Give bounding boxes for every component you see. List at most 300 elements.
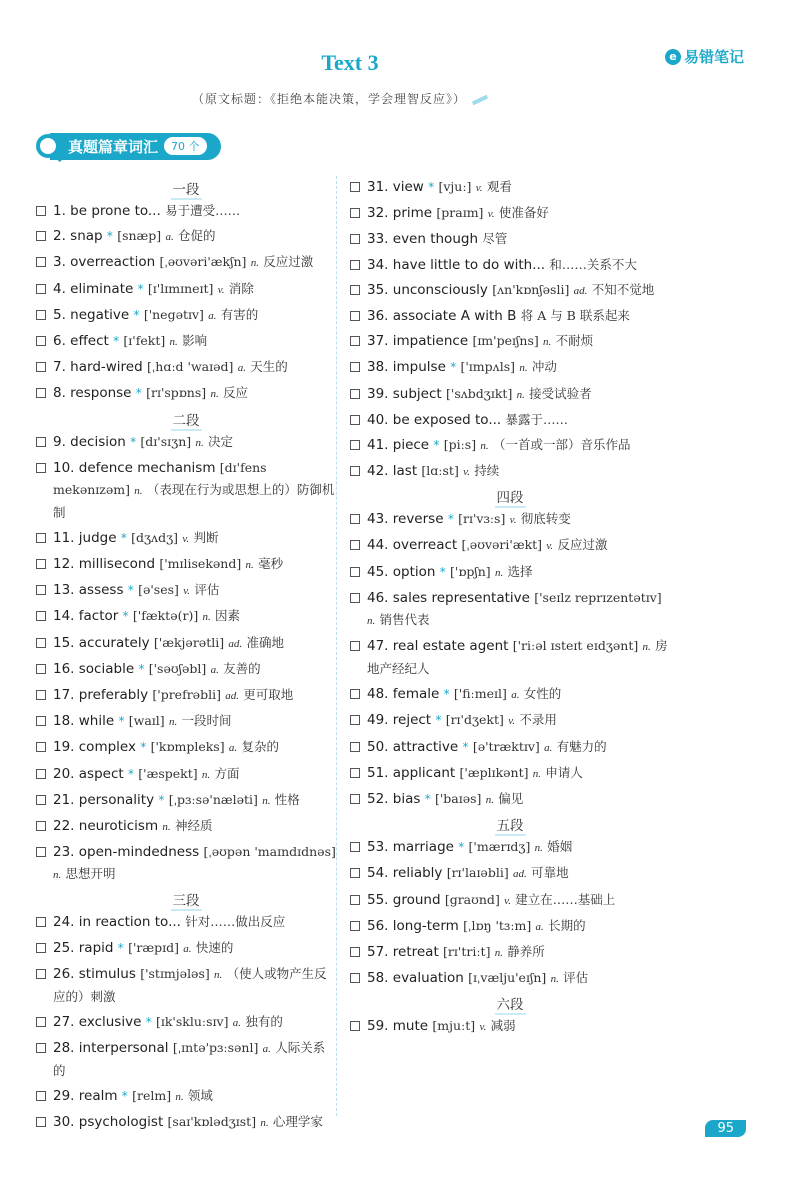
vocab-def: 复杂的 — [241, 739, 279, 755]
vocab-term: 24. in reaction to... — [53, 914, 181, 931]
vocab-def: 独有的 — [245, 1013, 283, 1029]
vocab-def: 观看 — [486, 179, 512, 194]
vocab-def: 女性的 — [523, 686, 562, 702]
vocab-ipa: [mjuːt] — [432, 1018, 476, 1034]
vocab-entry — [350, 383, 670, 406]
vocab-pos: v. — [475, 182, 483, 194]
vocab-entry — [350, 254, 670, 276]
vocab-term: 13. assess — [53, 582, 124, 599]
checkbox[interactable] — [350, 260, 360, 270]
vocab-ipa: [ˌɪntə'pɜːsənl] — [172, 1040, 259, 1056]
star-icon: * — [433, 437, 440, 452]
vocab-pos: n. — [519, 362, 528, 375]
vocab-term: 42. last — [367, 463, 418, 480]
vocab-column-right — [350, 176, 670, 1041]
vocab-term: 27. exclusive — [53, 1013, 142, 1030]
vocab-entry — [36, 304, 336, 327]
vocab-pos: n. — [250, 257, 259, 270]
vocab-def: 不知不觉地 — [591, 281, 655, 297]
vocab-term: 17. preferably — [53, 687, 149, 703]
checkbox[interactable] — [36, 769, 46, 779]
vocab-pos: n. — [214, 968, 223, 981]
vocab-entry — [36, 736, 336, 759]
vocab-pos: v. — [479, 1021, 487, 1034]
vocab-def: 更可取地 — [243, 687, 294, 702]
vocab-term: 28. interpersonal — [53, 1040, 169, 1057]
vocab-term: 10. defence mechanism — [53, 459, 216, 476]
vocab-pos: a. — [511, 689, 520, 702]
vocab-def: 使准备好 — [498, 205, 549, 221]
paragraph-heading — [36, 889, 336, 910]
brand-logo-icon: e — [665, 49, 681, 65]
vocab-ipa: [snæp] — [117, 228, 162, 244]
checkbox[interactable] — [36, 362, 46, 372]
vocab-def: 因素 — [215, 608, 241, 624]
checkbox[interactable] — [350, 389, 360, 399]
checkbox[interactable] — [36, 284, 46, 294]
vocab-entry — [350, 508, 670, 531]
vocab-def: 销售代表 — [379, 611, 430, 627]
vocab-term: 40. be exposed to... — [367, 411, 502, 428]
vocab-def: 有魅力的 — [556, 738, 607, 754]
vocab-entry — [350, 305, 670, 327]
star-icon: * — [424, 791, 431, 806]
checkbox[interactable] — [36, 231, 46, 241]
vocab-entry — [36, 1011, 336, 1034]
vocab-entry — [36, 457, 336, 524]
vocab-entry — [36, 431, 336, 454]
checkbox[interactable] — [36, 388, 46, 398]
checkbox[interactable] — [350, 794, 360, 804]
star-icon: * — [435, 713, 442, 728]
star-icon: * — [117, 940, 124, 955]
vocab-pos: ad. — [573, 284, 588, 297]
vocab-ipa: [ˌhɑːd 'waɪəd] — [146, 359, 234, 375]
vocab-pos: ad. — [225, 690, 239, 702]
vocab-term: 15. accurately — [53, 634, 150, 651]
paragraph-heading — [350, 814, 670, 835]
paragraph-heading — [36, 409, 336, 427]
checkbox[interactable] — [350, 593, 360, 603]
column-divider — [336, 176, 337, 1116]
checkbox[interactable] — [36, 611, 46, 621]
vocab-entry — [350, 202, 670, 225]
section-count-badge: 70 个 — [164, 137, 207, 155]
vocab-ipa: [ʌn'kɒnʃəsli] — [492, 281, 570, 297]
vocab-entry — [350, 176, 670, 199]
vocab-ipa: [ɪk'skluːsɪv] — [155, 1013, 229, 1029]
vocab-entry — [36, 356, 336, 379]
star-icon: * — [130, 434, 137, 449]
vocab-def: 领域 — [187, 1088, 213, 1104]
vocab-ipa: [ɪˌvælju'eɪʃn] — [468, 970, 547, 986]
vocab-entry — [350, 330, 670, 353]
vocab-ipa: ['prefrəbli] — [152, 687, 221, 702]
vocab-pos: v. — [546, 540, 554, 553]
magnifier-icon — [36, 134, 60, 158]
vocab-pos: n. — [134, 484, 143, 497]
vocab-pos: v. — [508, 715, 516, 728]
vocab-entry — [36, 841, 336, 886]
vocab-def: 长期的 — [548, 917, 586, 933]
checkbox[interactable] — [36, 1117, 46, 1127]
vocab-entry — [350, 561, 670, 584]
checkbox[interactable] — [36, 1091, 46, 1101]
section-header — [36, 132, 221, 160]
checkbox[interactable] — [350, 285, 360, 295]
vocab-def: 选择 — [507, 563, 533, 579]
vocab-term: 52. bias — [367, 790, 421, 807]
checkbox[interactable] — [36, 638, 46, 648]
vocab-term: 55. ground — [367, 891, 441, 908]
checkbox[interactable] — [350, 768, 360, 778]
vocab-ipa: [relm] — [132, 1088, 172, 1104]
vocab-def: （使人或物产生反应的）刺激 — [53, 965, 327, 1004]
paragraph-heading — [36, 178, 336, 196]
paragraph-heading-label: 四段 — [496, 490, 524, 507]
vocab-def: 不耐烦 — [555, 333, 594, 349]
vocab-term: 20. aspect — [53, 765, 124, 782]
vocab-pos: n. — [260, 1117, 269, 1130]
checkbox[interactable] — [350, 1021, 360, 1031]
vocab-ipa: [ˌpɜːsə'næləti] — [168, 791, 258, 807]
vocab-entry — [350, 836, 670, 859]
vocab-def: 申请人 — [545, 764, 583, 780]
vocab-ipa: [dɪ'sɪʒn] — [140, 433, 192, 449]
paragraph-heading-label: 六段 — [496, 997, 524, 1014]
star-icon: * — [121, 1089, 128, 1104]
vocab-def: （一首或一部）音乐作品 — [492, 436, 631, 452]
vocab-def: 人际关系的 — [53, 1040, 326, 1079]
vocab-entry — [36, 710, 336, 733]
checkbox[interactable] — [36, 742, 46, 752]
vocab-term: 39. subject — [367, 385, 442, 402]
star-icon: * — [106, 229, 113, 244]
vocab-def: 毫秒 — [258, 556, 284, 572]
vocab-ipa: ['negətɪv] — [143, 306, 204, 322]
star-icon: * — [443, 687, 450, 702]
checkbox[interactable] — [350, 234, 360, 244]
vocab-def: 仓促的 — [178, 228, 216, 244]
vocab-entry — [36, 963, 336, 1008]
star-icon: * — [113, 333, 120, 348]
vocab-entry — [36, 382, 336, 405]
vocab-entry — [36, 527, 336, 550]
checkbox[interactable] — [36, 847, 46, 857]
page-subtitle — [0, 90, 680, 107]
vocab-pos: a. — [544, 741, 553, 754]
vocab-ipa: [rɪ'spɒns] — [146, 385, 207, 401]
vocab-ipa: ['baɪəs] — [434, 790, 482, 806]
vocab-term: 50. attractive — [367, 738, 459, 755]
vocab-ipa: ['mɪlisekənd] — [159, 556, 242, 572]
vocab-pos: n. — [210, 388, 219, 401]
brand — [665, 46, 744, 67]
checkbox[interactable] — [36, 821, 46, 831]
vocab-ipa: [dɪ'fens mekənɪzəm] — [53, 459, 267, 497]
checkbox[interactable] — [36, 257, 46, 267]
checkbox[interactable] — [36, 463, 46, 473]
vocab-entry — [350, 736, 670, 759]
checkbox[interactable] — [36, 969, 46, 979]
vocab-entry — [36, 1037, 336, 1082]
vocab-term: 2. snap — [53, 228, 103, 245]
vocab-pos: n. — [642, 641, 651, 653]
checkbox[interactable] — [350, 921, 360, 931]
vocab-entry — [350, 788, 670, 811]
page-title: Text 3 — [321, 50, 379, 75]
vocab-entry — [350, 635, 670, 680]
vocab-ipa: [piːs] — [443, 436, 477, 452]
vocab-entry — [36, 1111, 336, 1134]
vocab-entry — [350, 460, 670, 483]
vocab-entry — [350, 228, 670, 250]
checkbox[interactable] — [36, 336, 46, 346]
vocab-ipa: [ɪ'fekt] — [123, 332, 166, 348]
vocab-entry — [350, 967, 670, 990]
vocab-def: 方面 — [214, 765, 240, 781]
checkbox[interactable] — [36, 664, 46, 674]
vocab-def: 一段时间 — [181, 713, 232, 729]
checkbox[interactable] — [36, 585, 46, 595]
star-icon: * — [127, 766, 134, 781]
checkbox[interactable] — [36, 206, 46, 216]
vocab-entry — [350, 915, 670, 938]
checkbox[interactable] — [350, 973, 360, 983]
vocab-def: 接受试验者 — [529, 385, 592, 401]
checkbox[interactable] — [350, 567, 360, 577]
checkbox[interactable] — [350, 868, 360, 878]
checkbox[interactable] — [36, 795, 46, 805]
vocab-term: 25. rapid — [53, 939, 114, 956]
paragraph-heading-label: 五段 — [496, 818, 524, 835]
vocab-pos: n. — [162, 820, 171, 833]
vocab-pos: n. — [201, 768, 211, 781]
vocab-def: 尽管 — [482, 231, 508, 247]
vocab-term: 5. negative — [53, 306, 130, 323]
vocab-ipa: [praɪm] — [436, 205, 484, 221]
vocab-pos: v. — [182, 532, 190, 545]
vocab-term: 26. stimulus — [53, 965, 136, 982]
vocab-term: 36. associate A with B — [367, 307, 517, 324]
vocab-pos: v. — [463, 466, 470, 479]
vocab-term: 38. impulse — [367, 359, 446, 376]
vocab-term: 53. marriage — [367, 839, 454, 856]
checkbox[interactable] — [350, 842, 360, 852]
vocab-term: 19. complex — [53, 739, 136, 756]
vocab-def: 针对……做出反应 — [185, 914, 286, 930]
checkbox[interactable] — [36, 690, 46, 700]
vocab-pos: n. — [367, 614, 376, 627]
vocab-entry — [36, 658, 336, 681]
vocab-term: 34. have little to do with... — [367, 256, 546, 273]
vocab-entry — [36, 937, 336, 960]
checkbox[interactable] — [350, 208, 360, 218]
vocab-ipa: [graʊnd] — [444, 891, 500, 907]
page-number: 95 — [705, 1120, 746, 1137]
star-icon: * — [122, 609, 129, 624]
vocab-pos: v. — [504, 894, 511, 907]
vocab-pos: a. — [165, 231, 174, 244]
vocab-def: 房地产经纪人 — [367, 638, 668, 676]
paragraph-heading-label: 一段 — [172, 182, 200, 198]
vocab-def: 决定 — [207, 433, 233, 449]
vocab-ipa: [lɑːst] — [421, 463, 459, 479]
vocab-entry — [350, 409, 670, 431]
vocab-entry — [36, 330, 336, 353]
vocab-term: 37. impatience — [367, 333, 469, 350]
vocab-pos: n. — [175, 1091, 184, 1104]
vocab-term: 41. piece — [367, 436, 430, 453]
vocab-def: （表现在行为或思想上的）防御机制 — [53, 481, 335, 520]
checkbox[interactable] — [36, 917, 46, 927]
vocab-term: 43. reverse — [367, 511, 444, 528]
vocab-ipa: [ɪm'peɪʃns] — [472, 333, 539, 349]
checkbox[interactable] — [350, 362, 360, 372]
checkbox[interactable] — [350, 947, 360, 957]
vocab-ipa: ['sʌbdʒɪkt] — [446, 385, 513, 401]
star-icon: * — [137, 281, 144, 296]
vocab-def: 性格 — [274, 791, 300, 807]
vocab-entry — [350, 356, 670, 379]
checkbox[interactable] — [350, 715, 360, 725]
vocab-def: 判断 — [193, 529, 219, 545]
vocab-pos: n. — [550, 973, 559, 986]
vocab-def: 可靠地 — [531, 865, 569, 881]
vocab-entry — [350, 889, 670, 912]
vocab-ipa: [saɪ'kɒlədʒɪst] — [167, 1114, 257, 1130]
vocab-pos: a. — [237, 362, 246, 375]
vocab-pos: n. — [534, 842, 543, 855]
paragraph-heading — [350, 486, 670, 507]
vocab-pos: n. — [480, 439, 489, 452]
checkbox[interactable] — [350, 311, 360, 321]
vocab-ipa: ['mærɪdʒ] — [468, 839, 531, 855]
vocab-term: 30. psychologist — [53, 1114, 164, 1131]
checkbox[interactable] — [350, 895, 360, 905]
vocab-entry — [350, 941, 670, 964]
vocab-ipa: ['æplɪkənt] — [459, 764, 529, 780]
vocab-entry — [36, 251, 336, 274]
vocab-ipa: [vjuː] — [438, 179, 472, 194]
vocab-def: 婚姻 — [547, 839, 573, 855]
vocab-pos: n. — [169, 335, 178, 348]
vocab-pos: a. — [183, 942, 192, 955]
vocab-ipa: [rɪ'laɪəbli] — [446, 865, 509, 881]
vocab-ipa: [rɪ'vɜːs] — [458, 511, 506, 527]
checkbox[interactable] — [350, 540, 360, 550]
vocab-def: 快速的 — [195, 939, 234, 955]
vocab-ipa: [ˌəʊvəri'ækʃn] — [159, 254, 247, 270]
vocab-ipa: ['ækjərətli] — [153, 634, 225, 650]
vocab-term: 21. personality — [53, 791, 155, 808]
checkbox[interactable] — [36, 1043, 46, 1053]
vocab-def: 准确地 — [246, 634, 284, 650]
checkbox[interactable] — [350, 742, 360, 752]
vocab-ipa: ['ɒpʃn] — [450, 563, 491, 579]
vocab-entry — [36, 684, 336, 707]
checkbox[interactable] — [36, 559, 46, 569]
vocab-pos: n. — [53, 869, 62, 882]
vocab-def: 思想开明 — [65, 866, 116, 882]
vocab-pos: a. — [262, 1043, 271, 1056]
vocab-term: 7. hard-wired — [53, 359, 143, 376]
checkbox[interactable] — [350, 182, 360, 192]
vocab-term: 18. while — [53, 713, 115, 730]
vocab-ipa: [rɪ'triːt] — [443, 943, 491, 959]
checkbox[interactable] — [36, 437, 46, 447]
vocab-ipa: [dʒʌdʒ] — [131, 529, 179, 545]
checkbox[interactable] — [350, 336, 360, 346]
vocab-def: 将 A 与 B 联系起来 — [520, 307, 630, 323]
vocab-def: 神经质 — [174, 817, 213, 833]
vocab-ipa: [ˌəʊpən 'maɪndɪdnəs] — [203, 844, 336, 860]
vocab-pos: n. — [494, 946, 503, 959]
vocab-ipa: ['æspekt] — [138, 765, 198, 781]
vocab-ipa: ['riːəl ɪsteɪt eɪdʒənt] — [512, 638, 639, 653]
vocab-def: 建立在……基础上 — [515, 891, 616, 907]
star-icon: * — [118, 714, 125, 729]
checkbox[interactable] — [350, 466, 360, 476]
vocab-def: 反应过激 — [263, 254, 314, 270]
vocab-term: 58. evaluation — [367, 970, 464, 987]
vocab-term: 12. millisecond — [53, 556, 156, 573]
vocab-term: 29. realm — [53, 1088, 118, 1105]
vocab-entry — [350, 762, 670, 785]
checkbox[interactable] — [350, 514, 360, 524]
checkbox[interactable] — [350, 689, 360, 699]
checkbox[interactable] — [36, 1017, 46, 1027]
checkbox[interactable] — [350, 415, 360, 425]
vocab-def: 天生的 — [250, 359, 288, 375]
vocab-pos: n. — [532, 767, 542, 780]
vocab-term: 31. view — [367, 179, 424, 195]
checkbox[interactable] — [350, 440, 360, 450]
checkbox[interactable] — [36, 310, 46, 320]
star-icon: * — [135, 386, 142, 401]
vocab-term: 46. sales representative — [367, 589, 530, 606]
vocab-def: 和……关系不大 — [549, 256, 637, 272]
section-label: 真题篇章词汇 — [68, 137, 159, 156]
vocab-term: 45. option — [367, 563, 436, 580]
vocab-def: 静养所 — [507, 943, 545, 959]
vocab-term: 3. overreaction — [53, 254, 156, 271]
vocab-pos: ad. — [513, 868, 527, 881]
vocab-column-left — [36, 176, 336, 1138]
vocab-term: 44. overreact — [367, 537, 458, 554]
star-icon: * — [127, 583, 134, 598]
checkbox[interactable] — [36, 533, 46, 543]
vocab-entry — [36, 278, 336, 301]
vocab-term: 32. prime — [367, 205, 433, 222]
vocab-pos: v. — [183, 585, 191, 598]
section-bar — [50, 133, 221, 160]
vocab-ipa: ['səʊʃəbl] — [148, 660, 207, 676]
vocab-ipa: [waɪl] — [128, 713, 165, 729]
star-icon: * — [120, 530, 127, 545]
vocab-def: 反应过激 — [557, 537, 608, 553]
checkbox[interactable] — [36, 943, 46, 953]
vocab-def: 消除 — [228, 280, 254, 296]
vocab-def: 易于遭受…… — [165, 203, 241, 218]
vocab-term: 48. female — [367, 686, 440, 703]
vocab-def: 友善的 — [223, 660, 261, 676]
star-icon: * — [158, 792, 165, 807]
checkbox[interactable] — [350, 641, 360, 651]
vocab-ipa: [ə'træktɪv] — [472, 738, 540, 754]
checkbox[interactable] — [36, 716, 46, 726]
vocab-term: 47. real estate agent — [367, 638, 509, 654]
